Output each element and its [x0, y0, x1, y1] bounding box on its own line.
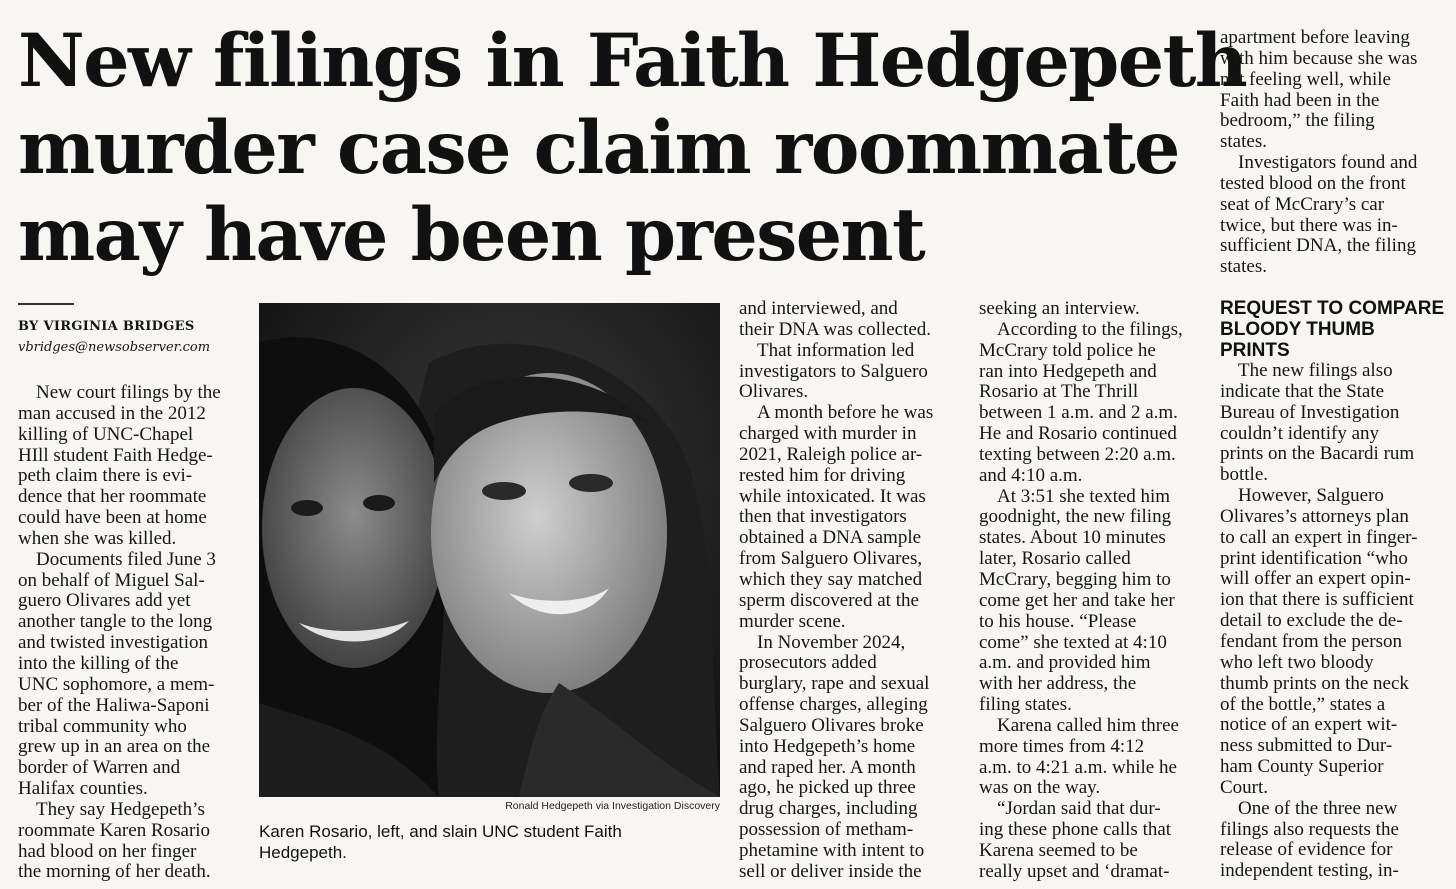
paragraph-line: bedroom,” the filing: [1220, 110, 1375, 132]
article-paragraph: [18, 550, 250, 800]
paragraph-line: was on the way.: [979, 777, 1101, 799]
paragraph-line: UNC sophomore, a mem-: [18, 673, 215, 695]
paragraph-line: really upset and ‘dramat-: [979, 860, 1170, 882]
article-paragraph: [1220, 361, 1452, 486]
paragraph-line: ion that there is sufficient: [1220, 589, 1414, 611]
paragraph-line: detail to exclude the de-: [1220, 610, 1403, 632]
paragraph-line: and 4:10 a.m.: [979, 464, 1083, 486]
article-paragraph: [979, 799, 1211, 882]
paragraph-line: McCrary, begging him to: [979, 568, 1171, 590]
paragraph-line: on behalf of Miguel Sal-: [18, 569, 205, 591]
paragraph-line: peth claim there is evi-: [18, 465, 193, 487]
paragraph-line: print identification “who: [1220, 547, 1408, 569]
paragraph-line: ham County Superior: [1220, 756, 1384, 778]
author-email: vbridges@newsobserver.com: [18, 340, 211, 355]
paragraph-line: could have been at home: [18, 507, 207, 529]
article-column-4-top: [1220, 28, 1452, 280]
paragraph-line: the morning of her death.: [18, 861, 211, 883]
photo-credit: Ronald Hedgepeth via Investigation Discovery: [505, 800, 720, 812]
article-paragraph: [1220, 799, 1452, 882]
paragraph-line: from Salguero Olivares,: [739, 548, 923, 570]
paragraph-line: couldn’t identify any: [1220, 422, 1380, 444]
paragraph-line: filings also requests the: [1220, 818, 1399, 840]
paragraph-line: Investigators found and: [1238, 152, 1418, 174]
paragraph-line: to call an expert in finger-: [1220, 526, 1418, 548]
paragraph-line: Olivares’s attorneys plan: [1220, 505, 1409, 527]
paragraph-line: with him because she was: [1220, 47, 1418, 69]
paragraph-line: another tangle to the long: [18, 611, 213, 633]
paragraph-line: tribal community who: [18, 715, 187, 737]
article-paragraph: [18, 383, 250, 550]
paragraph-line: border of Warren and: [18, 757, 181, 779]
subhead-line: REQUEST TO COMPARE: [1220, 298, 1445, 319]
section-subhead: [1220, 298, 1452, 361]
paragraph-line: texting between 2:20 a.m.: [979, 443, 1176, 465]
paragraph-line: later, Rosario called: [979, 548, 1131, 570]
paragraph-line: into the killing of the: [18, 652, 179, 674]
paragraph-line: a.m. to 4:21 a.m. while he: [979, 756, 1177, 778]
paragraph-line: who left two bloody: [1220, 651, 1374, 673]
paragraph-line: roommate Karen Rosario: [18, 819, 211, 841]
article-column-4-bottom: [1220, 361, 1452, 889]
paragraph-line: states. About 10 minutes: [979, 527, 1166, 549]
paragraph-line: 2021, Raleigh police ar-: [739, 443, 923, 465]
paragraph-line: seat of McCrary’s car: [1220, 193, 1385, 215]
paragraph-line: man accused in the 2012: [18, 402, 206, 424]
paragraph-line: dence that her roommate: [18, 486, 207, 508]
article-paragraph: [739, 403, 971, 632]
paragraph-line: ran into Hedgepeth and: [979, 360, 1157, 382]
article-paragraph: [739, 633, 971, 883]
paragraph-line: Karena called him three: [997, 714, 1179, 736]
article-paragraph: [979, 716, 1211, 799]
headline-line: murder case claim roommate: [18, 105, 1179, 191]
paragraph-line: Salguero Olivares broke: [739, 714, 924, 736]
article-paragraph: [979, 320, 1211, 487]
caption-line: Karen Rosario, left, and slain UNC student Faith: [259, 822, 622, 841]
paragraph-line: goodnight, the new filing: [979, 506, 1172, 528]
paragraph-line: more times from 4:12: [979, 735, 1145, 757]
paragraph-line: Rosario at The Thrill: [979, 381, 1139, 403]
article-column-2: [739, 299, 971, 889]
article-paragraph: [1220, 28, 1452, 153]
paragraph-line: come get her and take her: [979, 589, 1175, 611]
paragraph-line: not feeling well, while: [1220, 68, 1391, 90]
paragraph-line: ago, he picked up three: [739, 777, 916, 799]
paragraph-line: thumb prints on the neck: [1220, 672, 1409, 694]
paragraph-line: In November 2024,: [757, 631, 906, 653]
paragraph-line: twice, but there was in-: [1220, 214, 1398, 236]
paragraph-line: and interviewed, and: [739, 299, 898, 319]
paragraph-line: filing states.: [979, 694, 1072, 716]
headline-line: New filings in Faith Hedgepeth: [18, 18, 1247, 104]
article-photo: [259, 303, 720, 797]
paragraph-line: prosecutors added: [739, 652, 877, 674]
subhead-line: BLOODY THUMB: [1220, 319, 1375, 340]
paragraph-line: fendant from the person: [1220, 630, 1403, 652]
caption-line: Hedgepeth.: [259, 843, 347, 862]
paragraph-line: into Hedgepeth’s home: [739, 735, 916, 757]
paragraph-line: a.m. and provided him: [979, 652, 1151, 674]
article-paragraph: [1220, 486, 1452, 799]
paragraph-line: That information led: [757, 339, 915, 361]
paragraph-line: offense charges, alleging: [739, 694, 928, 716]
article-paragraph: [979, 299, 1211, 320]
paragraph-line: states.: [1220, 256, 1267, 278]
paragraph-line: tested blood on the front: [1220, 172, 1406, 194]
paragraph-line: Olivares.: [739, 381, 809, 403]
paragraph-line: and raped her. A month: [739, 756, 916, 778]
paragraph-line: A month before he was: [757, 402, 934, 424]
article-column-3: [979, 299, 1211, 889]
paragraph-line: notice of an expert wit-: [1220, 714, 1398, 736]
paragraph-line: New court filings by the: [36, 383, 221, 403]
paragraph-line: and twisted investigation: [18, 632, 208, 654]
paragraph-line: phetamine with intent to: [739, 839, 925, 861]
paragraph-line: sperm discovered at the: [739, 589, 919, 611]
paragraph-line: states.: [1220, 131, 1267, 153]
paragraph-line: to his house. “Please: [979, 610, 1137, 632]
paragraph-line: bottle.: [1220, 464, 1269, 486]
paragraph-line: investigators to Salguero: [739, 360, 928, 382]
paragraph-line: with her address, the: [979, 673, 1137, 695]
paragraph-line: Karena seemed to be: [979, 839, 1138, 861]
paragraph-line: which they say matched: [739, 568, 923, 590]
article-paragraph: [739, 341, 971, 404]
paragraph-line: of the bottle,” states a: [1220, 693, 1386, 715]
paragraph-line: Bureau of Investigation: [1220, 401, 1400, 423]
article-paragraph: [1220, 153, 1452, 278]
paragraph-line: Court.: [1220, 776, 1269, 798]
paragraph-line: “Jordan said that dur-: [997, 798, 1161, 820]
paragraph-line: However, Salguero: [1238, 485, 1384, 507]
article-paragraph: [18, 800, 250, 883]
paragraph-line: He and Rosario continued: [979, 423, 1177, 445]
paragraph-line: grew up in an area on the: [18, 736, 211, 758]
article-paragraph: [739, 299, 971, 341]
paragraph-line: sell or deliver inside the: [739, 860, 922, 882]
paragraph-line: ness submitted to Dur-: [1220, 735, 1393, 757]
headline-line: may have been present: [18, 192, 925, 278]
paragraph-line: According to the filings,: [997, 318, 1183, 340]
paragraph-line: come” she texted at 4:10: [979, 631, 1167, 653]
subhead-line: PRINTS: [1220, 340, 1290, 361]
paragraph-line: ber of the Haliwa-Saponi: [18, 694, 210, 716]
paragraph-line: burglary, rape and sexual: [739, 673, 930, 695]
paragraph-line: release of evidence for: [1220, 839, 1393, 861]
paragraph-line: They say Hedgepeth’s: [36, 798, 205, 820]
paragraph-line: indicate that the State: [1220, 380, 1385, 402]
paragraph-line: their DNA was collected.: [739, 318, 932, 340]
paragraph-line: apartment before leaving: [1220, 28, 1410, 48]
paragraph-line: ing these phone calls that: [979, 819, 1172, 841]
article-column-1: [18, 383, 250, 889]
paragraph-line: when she was killed.: [18, 527, 177, 549]
paragraph-line: Faith had been in the: [1220, 89, 1380, 111]
paragraph-line: seeking an interview.: [979, 299, 1140, 319]
paragraph-line: rested him for driving: [739, 464, 906, 486]
paragraph-line: drug charges, including: [739, 798, 918, 820]
paragraph-line: had blood on her finger: [18, 840, 197, 862]
photo-image: [259, 303, 720, 797]
paragraph-line: murder scene.: [739, 610, 846, 632]
paragraph-line: killing of UNC-Chapel: [18, 423, 194, 445]
byline-rule: [18, 303, 74, 305]
paragraph-line: prints on the Bacardi rum: [1220, 443, 1415, 465]
paragraph-line: Halifax counties.: [18, 778, 148, 800]
paragraph-line: The new filings also: [1238, 361, 1393, 381]
paragraph-line: One of the three new: [1238, 797, 1398, 819]
paragraph-line: between 1 a.m. and 2 a.m.: [979, 402, 1178, 424]
paragraph-line: sufficient DNA, the filing: [1220, 235, 1416, 257]
paragraph-line: guero Olivares add yet: [18, 590, 191, 612]
paragraph-line: while intoxicated. It was: [739, 485, 926, 507]
paragraph-line: Documents filed June 3: [36, 548, 216, 570]
byline: BY VIRGINIA BRIDGES: [18, 319, 195, 334]
paragraph-line: At 3:51 she texted him: [997, 485, 1171, 507]
article-paragraph: [979, 487, 1211, 716]
paragraph-line: McCrary told police he: [979, 339, 1156, 361]
paragraph-line: independent testing, in-: [1220, 860, 1399, 882]
paragraph-line: charged with murder in: [739, 423, 917, 445]
paragraph-line: obtained a DNA sample: [739, 527, 922, 549]
photo-caption: [259, 821, 720, 863]
paragraph-line: HIll student Faith Hedge-: [18, 444, 213, 466]
paragraph-line: then that investigators: [739, 506, 907, 528]
paragraph-line: will offer an expert opin-: [1220, 568, 1411, 590]
paragraph-line: possession of metham-: [739, 819, 914, 841]
